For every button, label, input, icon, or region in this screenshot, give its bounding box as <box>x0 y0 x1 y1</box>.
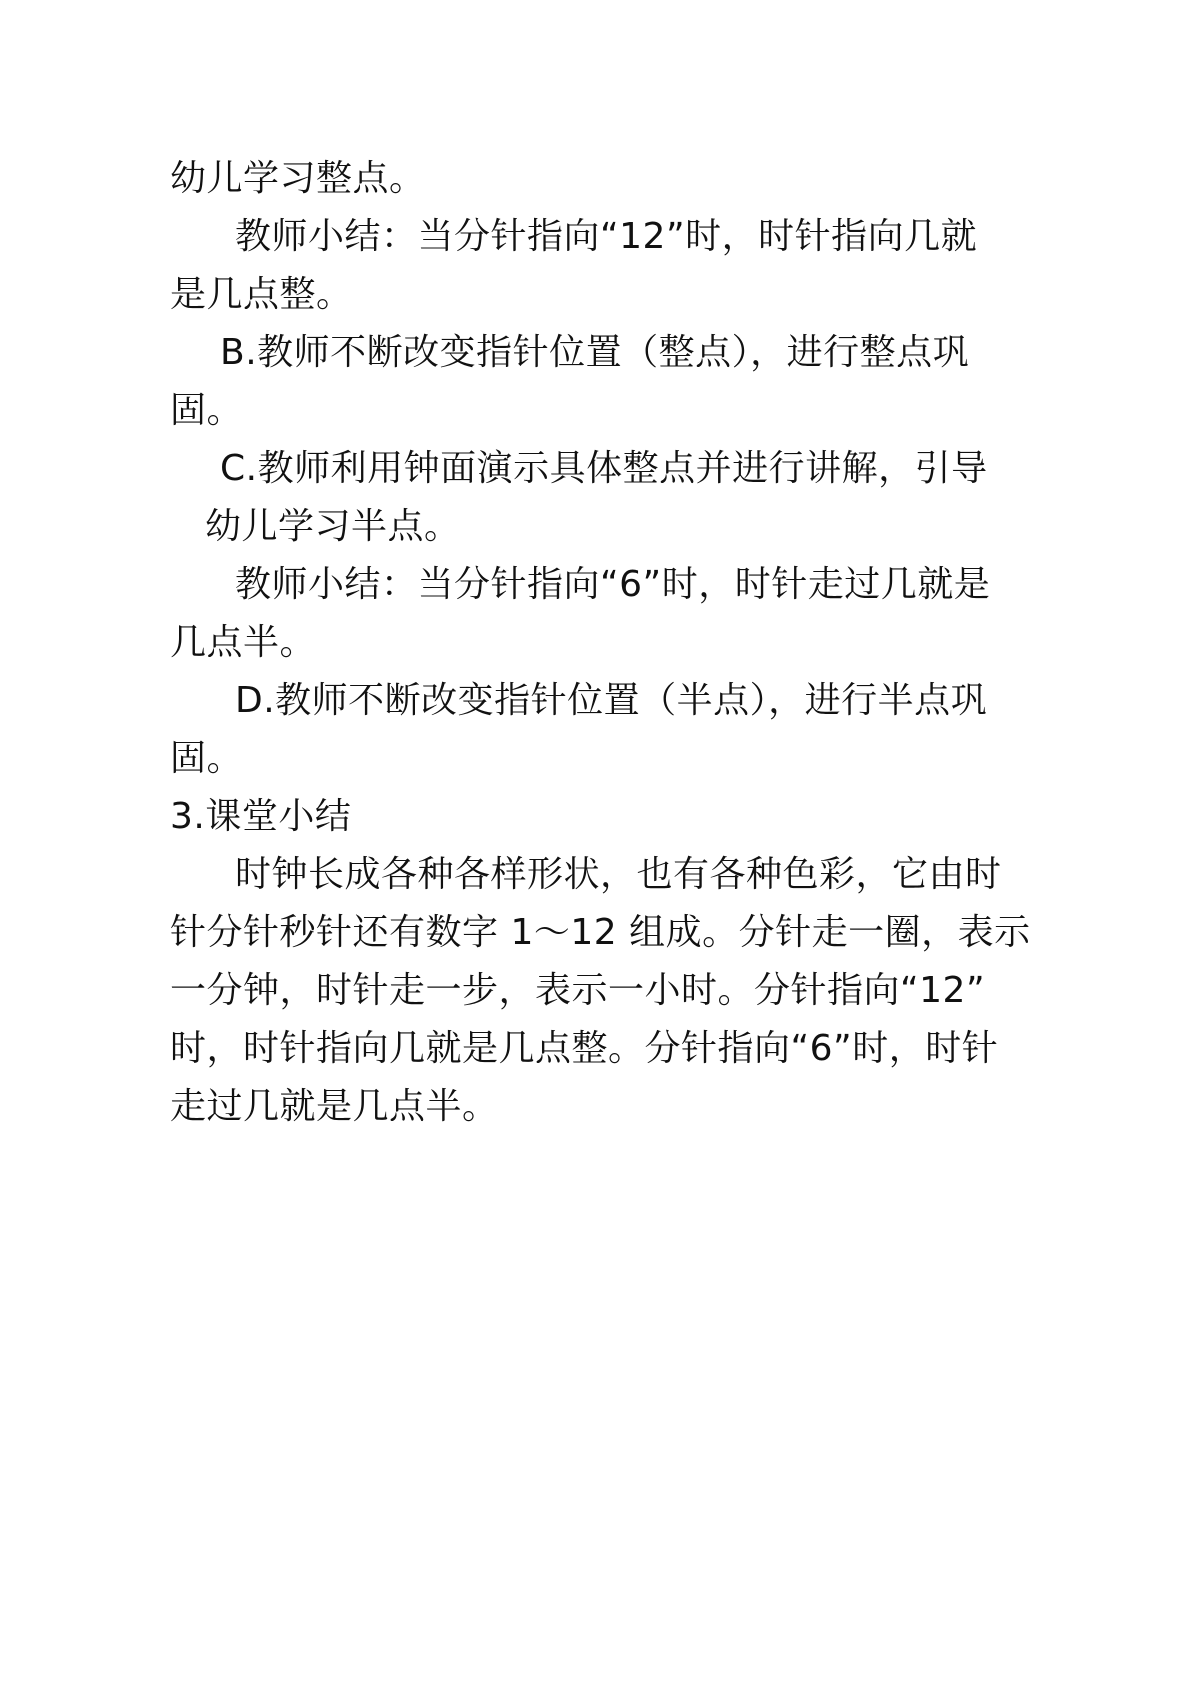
text-line-2: 教师小结：当分针指向“12”时，时针指向几就 <box>235 216 978 257</box>
text-line-4: B.教师不断改变指针位置（整点），进行整点巩 <box>220 332 970 373</box>
text-line-10: D.教师不断改变指针位置（半点），进行半点巩 <box>235 680 988 721</box>
text-line-9: 几点半。 <box>170 622 317 663</box>
text-line-1: 幼儿学习整点。 <box>170 158 426 199</box>
text-line-13: 时钟长成各种各样形状，也有各种色彩，它由时 <box>235 854 1002 895</box>
text-line-16: 时，时针指向几就是几点整。分针指向“6”时，时针 <box>170 1028 999 1069</box>
text-line-6: C.教师利用钟面演示具体整点并进行讲解，引导 <box>220 448 988 489</box>
text-line-5: 固。 <box>170 390 244 431</box>
text-line-17: 走过几就是几点半。 <box>170 1086 499 1127</box>
text-line-14: 针分针秒针还有数字 1～12 组成。分针走一圈，表示 <box>170 912 1031 953</box>
text-line-15: 一分钟，时针走一步，表示一小时。分针指向“12” <box>170 970 986 1011</box>
text-line-7: 幼儿学习半点。 <box>205 506 461 547</box>
text-line-8: 教师小结：当分针指向“6”时，时针走过几就是 <box>235 564 991 605</box>
text-line-3: 是几点整。 <box>170 274 353 315</box>
section-heading: 3.课堂小结 <box>170 796 352 837</box>
text-line-11: 固。 <box>170 738 244 779</box>
